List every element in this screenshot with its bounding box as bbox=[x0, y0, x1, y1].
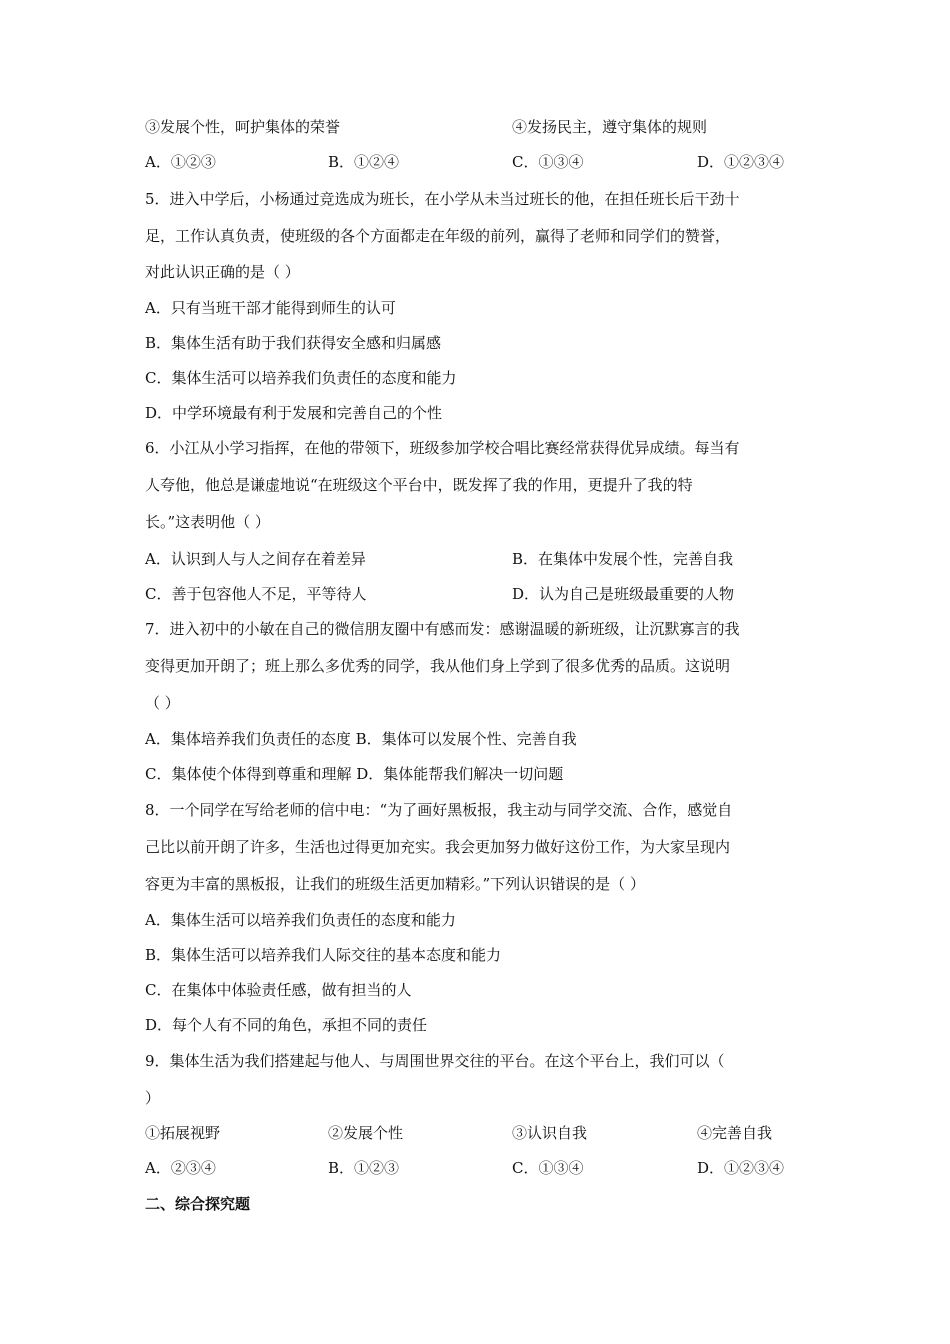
question-5-choice-c: C．集体生活可以培养我们负责任的态度和能力 bbox=[145, 369, 457, 387]
question-9-option-1: ①拓展视野 bbox=[145, 1124, 221, 1142]
question-9-answer-d: D．①②③④ bbox=[697, 1159, 785, 1177]
question-6-line-3: 长。”这表明他（ ） bbox=[145, 513, 270, 531]
question-9-line-2: ） bbox=[145, 1089, 161, 1107]
question-6-choice-b: B．在集体中发展个性，完善自我 bbox=[512, 550, 734, 568]
question-8-choice-b: B．集体生活可以培养我们人际交往的基本态度和能力 bbox=[145, 946, 502, 964]
question-7-choice-row-1: A．集体培养我们负责任的态度 B．集体可以发展个性、完善自我 bbox=[145, 730, 577, 748]
option-4: ④发扬民主，遵守集体的规则 bbox=[512, 118, 708, 136]
question-5-choice-a: A．只有当班干部才能得到师生的认可 bbox=[145, 299, 396, 317]
answer-b: B．①②④ bbox=[328, 153, 400, 171]
answer-a: A．①②③ bbox=[145, 153, 216, 171]
question-9-option-4: ④完善自我 bbox=[697, 1124, 773, 1142]
answer-c: C．①③④ bbox=[512, 153, 584, 171]
question-9-option-2: ②发展个性 bbox=[328, 1124, 404, 1142]
question-8-line-1: 8．一个同学在写给老师的信中电：“为了画好黑板报，我主动与同学交流、合作，感觉自 bbox=[145, 801, 733, 819]
question-8-line-2: 己比以前开朗了许多，生活也过得更加充实。我会更加努力做好这份工作，为大家呈现内 bbox=[145, 838, 731, 856]
question-6-choice-a: A．认识到人与人之间存在着差异 bbox=[145, 550, 366, 568]
question-9-option-3: ③认识自我 bbox=[512, 1124, 588, 1142]
question-8-choice-c: C．在集体中体验责任感，做有担当的人 bbox=[145, 981, 412, 999]
question-9-answer-b: B．①②③ bbox=[328, 1159, 400, 1177]
question-8-line-3: 容更为丰富的黑板报，让我们的班级生活更加精彩。”下列认识错误的是（ ） bbox=[145, 875, 645, 893]
answer-d: D．①②③④ bbox=[697, 153, 785, 171]
question-5-line-2: 足，工作认真负责，使班级的各个方面都走在年级的前列，赢得了老师和同学们的赞誉， bbox=[145, 227, 731, 245]
question-5-choice-b: B．集体生活有助于我们获得安全感和归属感 bbox=[145, 334, 442, 352]
question-6-line-2: 人夸他，他总是谦虚地说“在班级这个平台中，既发挥了我的作用，更提升了我的特 bbox=[145, 476, 693, 494]
question-7-choice-row-2: C．集体使个体得到尊重和理解 D．集体能帮我们解决一切问题 bbox=[145, 765, 564, 783]
question-5-choice-d: D．中学环境最有利于发展和完善自己的个性 bbox=[145, 404, 443, 422]
question-6-line-1: 6．小江从小学习指挥，在他的带领下，班级参加学校合唱比赛经常获得优异成绩。每当有 bbox=[145, 439, 740, 457]
question-5-line-3: 对此认识正确的是（ ） bbox=[145, 263, 300, 281]
question-7-line-1: 7．进入初中的小敏在自己的微信朋友圈中有感而发：感谢温暖的新班级，让沉默寡言的我 bbox=[145, 620, 740, 638]
question-9-line-1: 9．集体生活为我们搭建起与他人、与周围世界交往的平台。在这个平台上，我们可以（ bbox=[145, 1052, 725, 1070]
question-9-answer-c: C．①③④ bbox=[512, 1159, 584, 1177]
question-5-line-1: 5．进入中学后，小杨通过竞选成为班长，在小学从未当过班长的他，在担任班长后干劲十 bbox=[145, 190, 740, 208]
question-6-choice-c: C．善于包容他人不足，平等待人 bbox=[145, 585, 367, 603]
question-6-choice-d: D．认为自己是班级最重要的人物 bbox=[512, 585, 735, 603]
question-7-line-3: （ ） bbox=[145, 694, 180, 712]
question-8-choice-d: D．每个人有不同的角色，承担不同的责任 bbox=[145, 1016, 428, 1034]
question-8-choice-a: A．集体生活可以培养我们负责任的态度和能力 bbox=[145, 911, 456, 929]
question-7-line-2: 变得更加开朗了；班上那么多优秀的同学，我从他们身上学到了很多优秀的品质。这说明 bbox=[145, 657, 731, 675]
section-heading: 二、综合探究题 bbox=[145, 1195, 251, 1213]
option-3: ③发展个性，呵护集体的荣誉 bbox=[145, 118, 341, 136]
question-9-answer-a: A．②③④ bbox=[145, 1159, 216, 1177]
